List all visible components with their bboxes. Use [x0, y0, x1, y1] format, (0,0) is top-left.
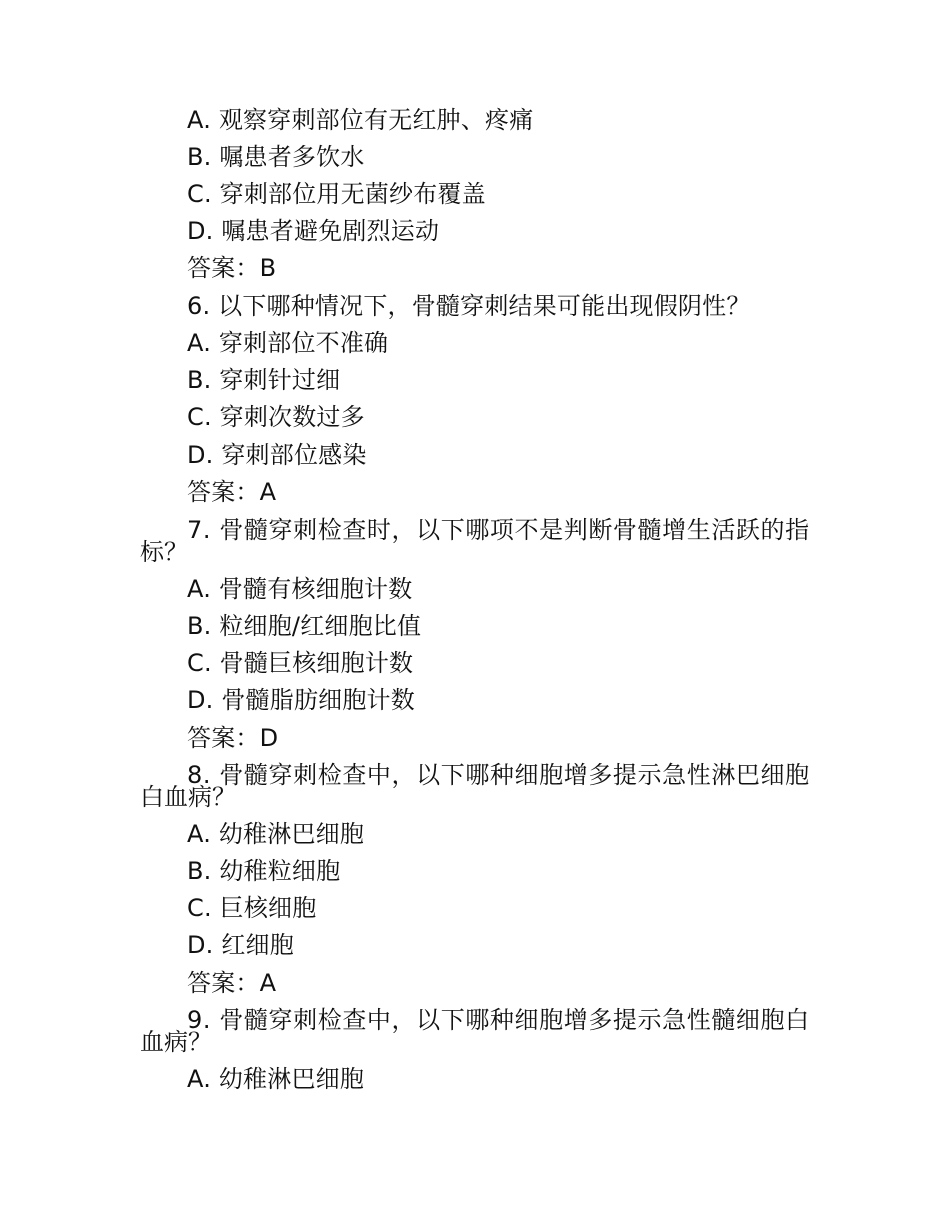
q5-option-c: C. 穿刺部位用无菌纱布覆盖 — [187, 180, 486, 208]
q6-option-b: B. 穿刺针过细 — [187, 366, 341, 394]
q6-question: 6. 以下哪种情况下，骨髓穿刺结果可能出现假阴性？ — [187, 292, 751, 320]
q5-option-d: D. 嘱患者避免剧烈运动 — [187, 217, 440, 245]
q6-option-a: A. 穿刺部位不准确 — [187, 329, 389, 357]
q6-answer: 答案：A — [187, 478, 277, 506]
q7-answer: 答案：D — [187, 724, 279, 752]
q7-option-d: D. 骨髓脂肪细胞计数 — [187, 686, 415, 714]
q7-option-c: C. 骨髓巨核细胞计数 — [187, 649, 414, 677]
q8-option-d: D. 红细胞 — [187, 931, 294, 959]
q7-option-b: B. 粒细胞/红细胞比值 — [187, 612, 422, 640]
q7-question-line1: 7. 骨髓穿刺检查时，以下哪项不是判断骨髓增生活跃的指 — [187, 516, 810, 544]
q9-question-line2: 血病？ — [140, 1028, 212, 1056]
q7-question-line2: 标？ — [140, 538, 188, 566]
q6-option-d: D. 穿刺部位感染 — [187, 441, 367, 469]
q9-option-a: A. 幼稚淋巴细胞 — [187, 1065, 365, 1093]
q8-question-line1: 8. 骨髓穿刺检查中，以下哪种细胞增多提示急性淋巴细胞 — [187, 761, 810, 789]
q6-option-c: C. 穿刺次数过多 — [187, 403, 365, 431]
q7-option-a: A. 骨髓有核细胞计数 — [187, 575, 413, 603]
q8-option-b: B. 幼稚粒细胞 — [187, 857, 341, 885]
q8-option-c: C. 巨核细胞 — [187, 894, 317, 922]
q8-question-line2: 白血病？ — [140, 783, 236, 811]
q8-option-a: A. 幼稚淋巴细胞 — [187, 820, 365, 848]
q5-option-b: B. 嘱患者多饮水 — [187, 143, 365, 171]
q9-question-line1: 9. 骨髓穿刺检查中，以下哪种细胞增多提示急性髓细胞白 — [187, 1006, 810, 1034]
q5-option-a: A. 观察穿刺部位有无红肿、疼痛 — [187, 106, 534, 134]
q8-answer: 答案：A — [187, 969, 277, 997]
q5-answer: 答案：B — [187, 254, 277, 282]
